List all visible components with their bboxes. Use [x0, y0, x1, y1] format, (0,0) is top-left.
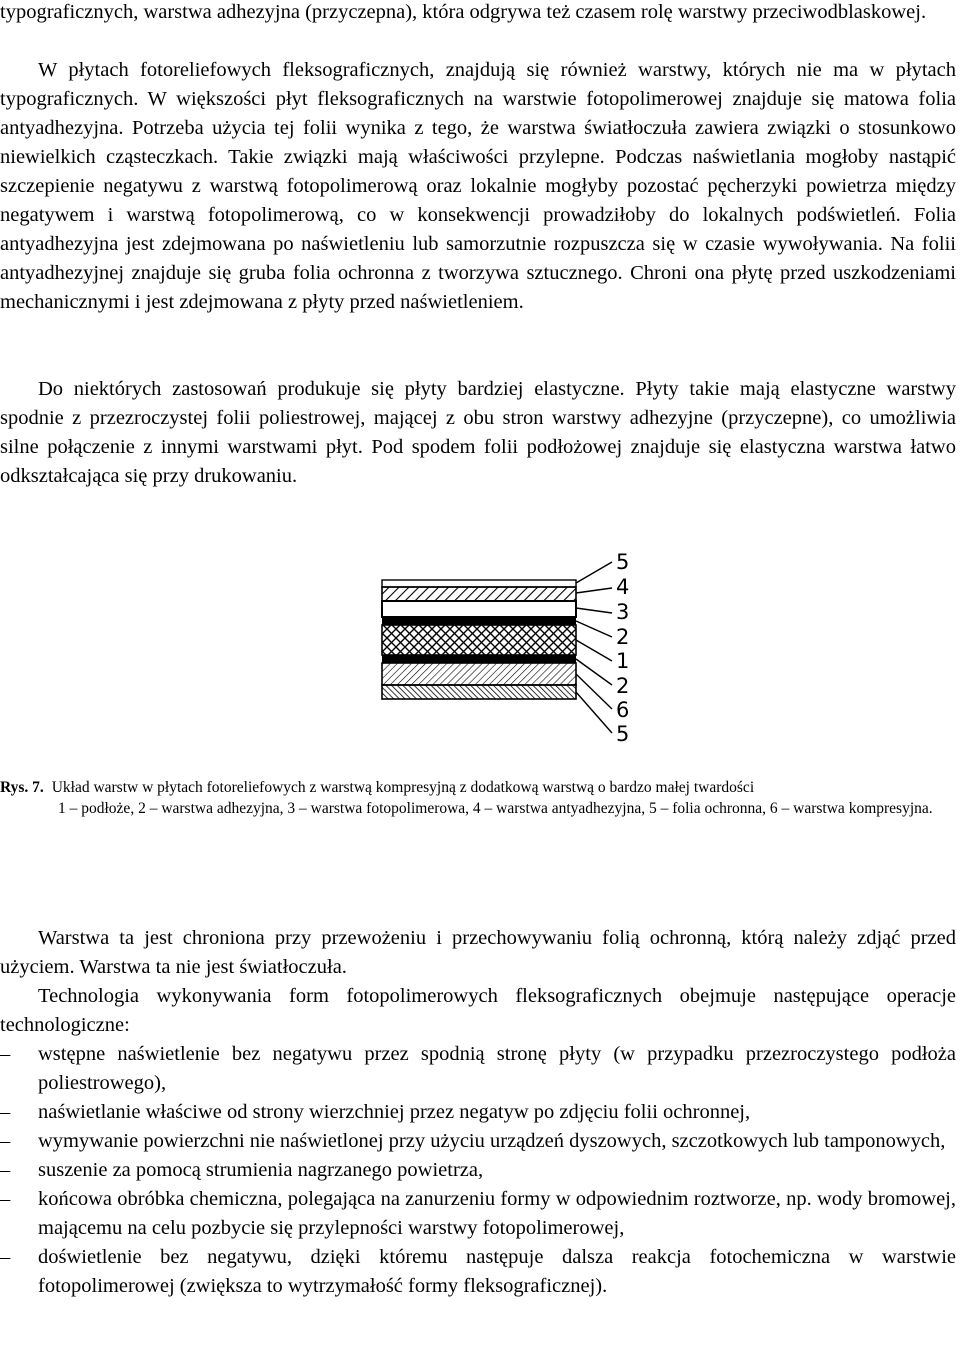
layer-label: 5 — [616, 722, 630, 746]
layer-adhesive-lower — [382, 655, 576, 663]
list-item-text: wymywanie powierzchni nie naświetlonej przy użyciu urządzeń dyszowych, szczotkowych lub tamponowych, — [38, 1130, 946, 1152]
layer-label: 4 — [616, 575, 630, 599]
layer-diagram-svg — [378, 548, 640, 748]
caption-label: Rys. 7. — [0, 779, 44, 796]
paragraph-2: W płytach fotoreliefowych fleksograficznych, znajdują się również warstwy, których nie ma w płytach typograficznych. W większości płyt fleksograficznych na warstwie fotopolimerowej znajduje się matowa folia antyadhezyjna. Potrzeba użycia tej folii wynika z tego, że warstwa światłoczuła zawiera związki o stosunkowo niewielkich cząsteczkach. Takie związki mają właściwości przylepne. Podczas naświetlania mogłoby nastąpić szczepienie negatywu z warstwą fotopolimerową oraz lokalnie mogłyby pozostać pęcherzyki powietrza między negatywem i warstwą fotopolimerową, co w konsekwencji prowadziłoby do lokalnych podświetleń. Folia antyadhezyjna jest zdejmowana po naświetleniu lub samorzutnie rozpuszcza się w czasie wywoływania. Na folii antyadhezyjnej znajduje się gruba folia ochronna z tworzywa sztucznego. Chroni ona płytę przed uszkodzeniami mechanicznymi i jest zdejmowana z płyty przed naświetleniem. — [0, 59, 956, 313]
leader-line — [576, 692, 612, 733]
list-item — [0, 1243, 956, 1301]
paragraph-1: typograficznych, warstwa adhezyjna (przyczepna), która odgrywa też czasem rolę warstwy przeciwodblaskowej. — [0, 1, 927, 23]
leader-line — [576, 588, 612, 593]
list-dash: – — [0, 1101, 11, 1123]
caption-title: Układ warstw w płytach fotoreliefowych z warstwą kompresyjną z dodatkową warstwą o bardzo małej twardości — [51, 779, 755, 796]
list-item-text: wstępne naświetlenie bez negatywu przez spodnią stronę płyty (w przypadku przezroczystego podłoża poliestrowego), — [38, 1043, 956, 1094]
leader-lines — [576, 562, 612, 733]
list-item — [0, 1040, 956, 1098]
layer-photopolymer — [382, 601, 576, 617]
layer-label: 5 — [616, 550, 630, 574]
leader-line — [576, 621, 612, 637]
layer-label: 3 — [616, 600, 630, 624]
leader-line — [576, 608, 612, 613]
list-item-text: naświetlanie właściwe od strony wierzchniej przez negatyw po zdjęciu folii ochronnej, — [38, 1101, 751, 1123]
list-dash: – — [0, 1188, 11, 1210]
layer-top-protective-foil — [382, 580, 576, 587]
layer-bottom-protective-foil — [382, 685, 576, 699]
list-item-text: końcowa obróbka chemiczna, polegająca na zanurzeniu formy w odpowiednim roztworze, np. wody bromowej, mającemu na celu pozbycie się przylepności warstwy fotopolimerowej, — [38, 1188, 956, 1239]
leader-line — [576, 562, 612, 583]
layer-label: 1 — [616, 649, 630, 673]
layer-stack — [382, 580, 576, 699]
leader-line — [576, 674, 612, 709]
list-dash: – — [0, 1043, 11, 1065]
paragraph-4: Warstwa ta jest chroniona przy przewożeniu i przechowywaniu folią ochronną, którą należy zdjąć przed użyciem. Warstwa ta nie jest światłoczuła. — [0, 927, 956, 978]
list-item-text: suszenie za pomocą strumienia nagrzanego powietrza, — [38, 1159, 484, 1181]
caption-legend: 1 – podłoże, 2 – warstwa adhezyjna, 3 – warstwa fotopolimerowa, 4 – warstwa antyadhezyjna, 5 – folia ochronna, 6 – warstwa kompresyjna. — [58, 800, 933, 817]
leader-line — [576, 659, 612, 685]
paragraph-3: Do niektórych zastosowań produkuje się płyty bardziej elastyczne. Płyty takie mają elastyczne warstwy spodnie z przezroczystej folii poliestrowej, mającej z obu stron warstwy adhezyjne (przyczepne), co umożliwia silne połączenie z innymi warstwami płyt. Pod spodem folii podłożowej znajduje się elastyczna warstwa łatwo odkształcająca się przy drukowaniu. — [0, 378, 956, 487]
layer-compressive — [382, 663, 576, 685]
list-dash: – — [0, 1159, 11, 1181]
list-item — [0, 1098, 956, 1127]
operations-list — [0, 1040, 956, 1301]
list-item — [0, 1156, 956, 1185]
figure-caption — [0, 777, 956, 819]
layer-substrate — [382, 625, 576, 655]
leader-line — [576, 640, 612, 661]
layer-label: 6 — [616, 698, 630, 722]
list-item — [0, 1185, 956, 1243]
layer-diagram — [378, 548, 640, 748]
list-item — [0, 1127, 956, 1156]
layer-label: 2 — [616, 674, 630, 698]
layer-adhesive-upper — [382, 617, 576, 625]
caption-head — [0, 777, 956, 798]
list-dash: – — [0, 1130, 11, 1152]
layer-label: 2 — [616, 625, 630, 649]
layer-antiadhesive — [382, 587, 576, 601]
list-item-text: doświetlenie bez negatywu, dzięki któremu następuje dalsza reakcja fotochemiczna w warstwie fotopolimerowej (zwiększa to wytrzymałość formy fleksograficznej). — [38, 1246, 956, 1297]
paragraph-5: Technologia wykonywania form fotopolimerowych fleksograficznych obejmuje następujące operacje technologiczne: — [0, 985, 956, 1036]
list-dash: – — [0, 1246, 11, 1268]
